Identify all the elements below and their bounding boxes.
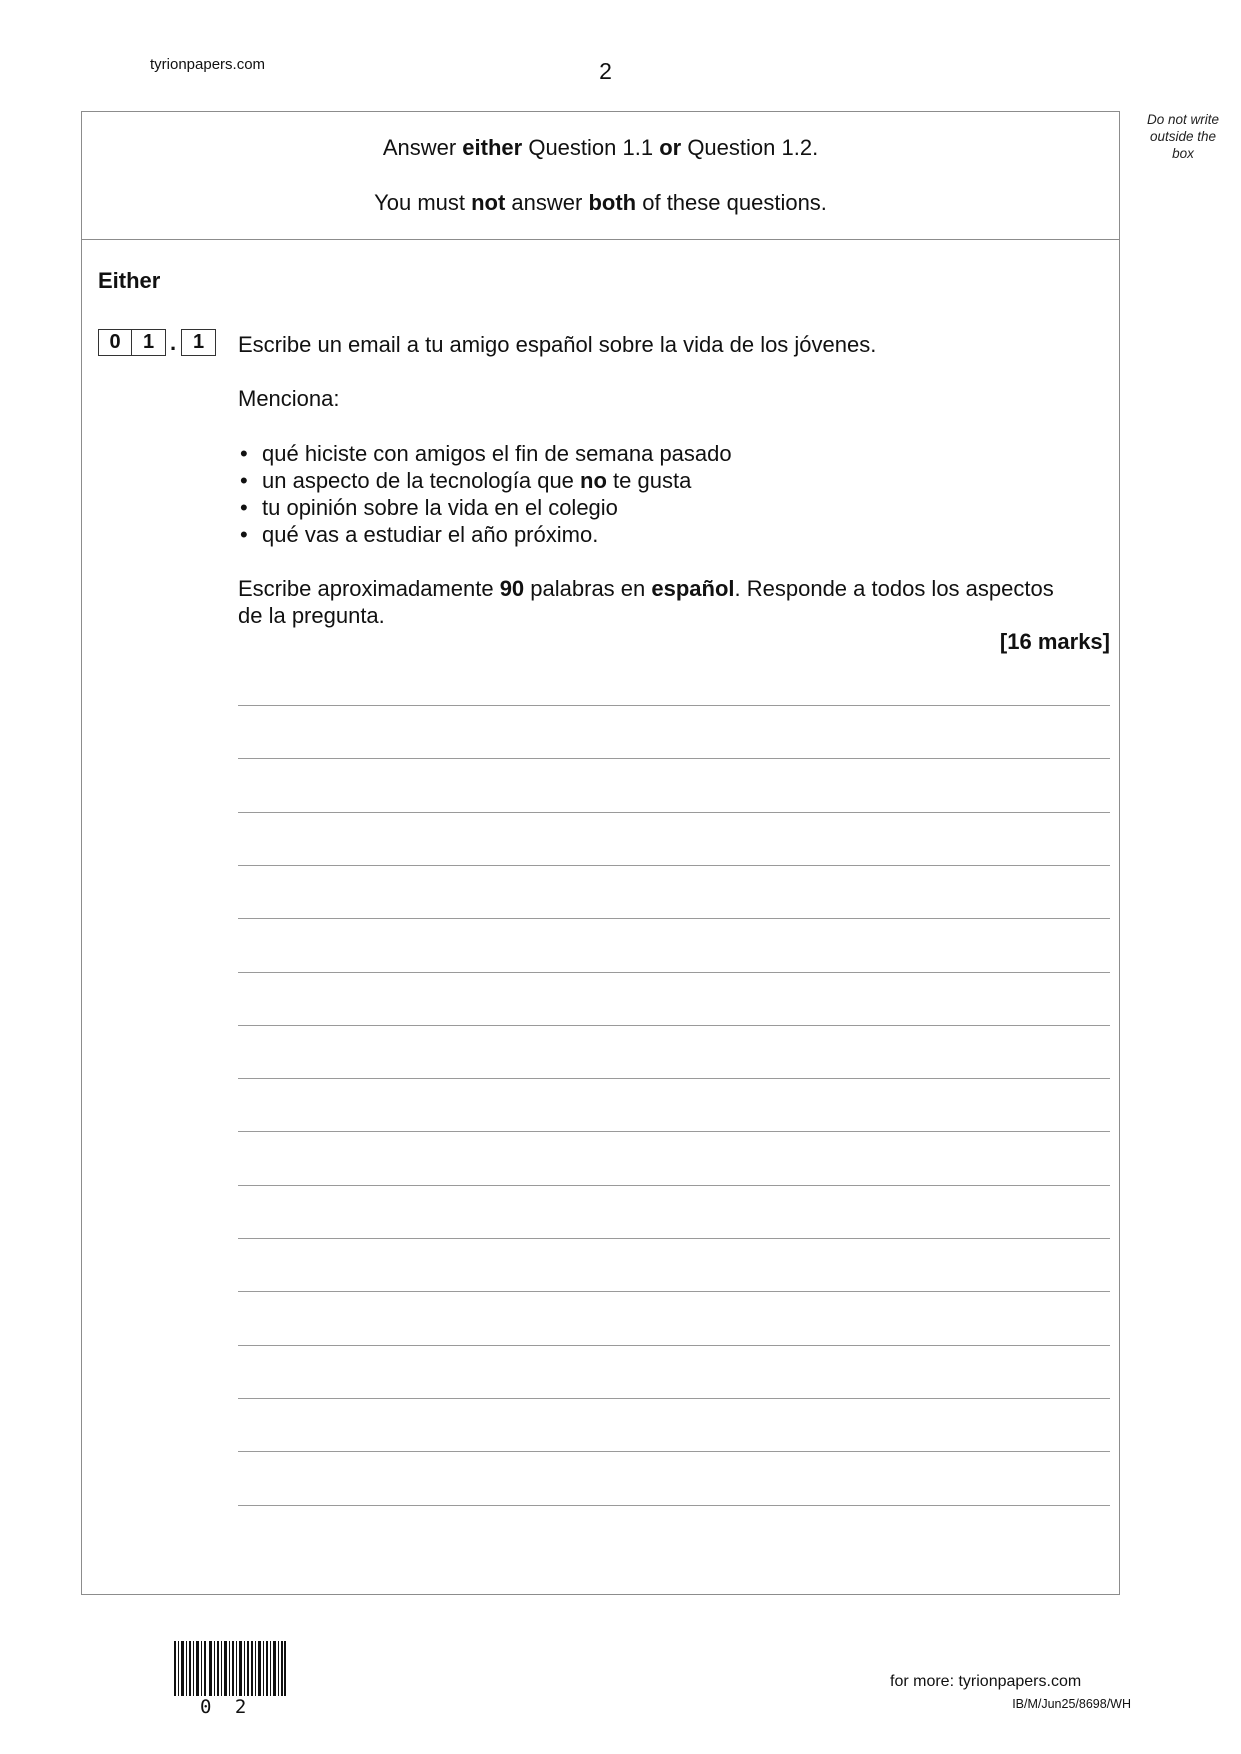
margin-note bbox=[1132, 111, 1234, 162]
answer-line[interactable] bbox=[238, 1451, 1110, 1452]
answer-line[interactable] bbox=[238, 1131, 1110, 1132]
bullet-item bbox=[238, 521, 732, 548]
text-run: tu opinión sobre la vida en el colegio bbox=[262, 495, 618, 520]
answer-line[interactable] bbox=[238, 758, 1110, 759]
word-count-instruction-cont: de la pregunta. bbox=[238, 603, 385, 628]
barcode-image bbox=[174, 1641, 286, 1696]
answer-line[interactable] bbox=[238, 865, 1110, 866]
instruction-line-either-or bbox=[81, 135, 1120, 161]
answer-line[interactable] bbox=[238, 705, 1110, 706]
section-label-either: Either bbox=[98, 268, 161, 293]
bold-text: or bbox=[659, 135, 682, 160]
bold-text: either bbox=[462, 135, 523, 160]
bold-text: no bbox=[580, 468, 607, 493]
answer-line[interactable] bbox=[238, 972, 1110, 973]
bold-text: both bbox=[588, 190, 637, 215]
footer-reference: IB/M/Jun25/8698/WH bbox=[1012, 1697, 1131, 1711]
margin-note-line: Do not write bbox=[1146, 112, 1220, 127]
marks-label: [16 marks] bbox=[999, 629, 1110, 654]
question-number-separator: . bbox=[170, 330, 177, 355]
text-run: un aspecto de la tecnología que bbox=[262, 468, 581, 493]
mention-label: Menciona: bbox=[238, 386, 340, 411]
text-run: Escribe aproximadamente bbox=[238, 576, 500, 601]
text-run: qué vas a estudiar el año próximo. bbox=[262, 522, 599, 547]
answer-line[interactable] bbox=[238, 1185, 1110, 1186]
bullet-list bbox=[238, 440, 732, 548]
word-count-instruction bbox=[238, 575, 1054, 602]
answer-line[interactable] bbox=[238, 1025, 1110, 1026]
answer-line[interactable] bbox=[238, 812, 1110, 813]
margin-note-line: box bbox=[1172, 146, 1194, 161]
text-run: Question 1.1 bbox=[522, 135, 660, 160]
question-number-digit: 1 bbox=[131, 329, 166, 356]
text-run: You must bbox=[374, 190, 472, 215]
text-run: answer bbox=[505, 190, 589, 215]
page-number: 2 bbox=[599, 58, 612, 84]
answer-line[interactable] bbox=[238, 1398, 1110, 1399]
bullet-item bbox=[238, 467, 732, 494]
answer-line[interactable] bbox=[238, 1291, 1110, 1292]
instruction-divider bbox=[81, 239, 1120, 240]
answer-line[interactable] bbox=[238, 918, 1110, 919]
text-run: te gusta bbox=[606, 468, 692, 493]
instruction-line-not-both bbox=[81, 190, 1120, 216]
question-prompt: Escribe un email a tu amigo español sobre la vida de los jóvenes. bbox=[238, 332, 877, 357]
text-run: of these questions. bbox=[636, 190, 827, 215]
text-run: Question 1.2. bbox=[681, 135, 819, 160]
text-run: qué hiciste con amigos el fin de semana pasado bbox=[262, 441, 732, 466]
barcode-digits: 0 2 bbox=[200, 1696, 253, 1718]
question-number-digit: 1 bbox=[181, 329, 216, 356]
margin-note-line: outside the bbox=[1149, 129, 1217, 144]
footer-more-link[interactable]: for more: tyrionpapers.com bbox=[890, 1673, 1082, 1690]
text-run: Answer bbox=[382, 135, 463, 160]
text-run: . Responde a todos los aspectos bbox=[734, 576, 1054, 601]
answer-line[interactable] bbox=[238, 1505, 1110, 1506]
answer-line[interactable] bbox=[238, 1238, 1110, 1239]
bold-text: 90 bbox=[499, 576, 525, 601]
text-run: palabras en bbox=[524, 576, 652, 601]
bullet-item bbox=[238, 440, 732, 467]
answer-line[interactable] bbox=[238, 1078, 1110, 1079]
answer-line[interactable] bbox=[238, 1345, 1110, 1346]
bold-text: not bbox=[471, 190, 506, 215]
question-number-digit: 0 bbox=[98, 329, 132, 356]
site-header: tyrionpapers.com bbox=[150, 56, 266, 73]
bullet-item bbox=[238, 494, 732, 521]
bold-text: español bbox=[651, 576, 735, 601]
